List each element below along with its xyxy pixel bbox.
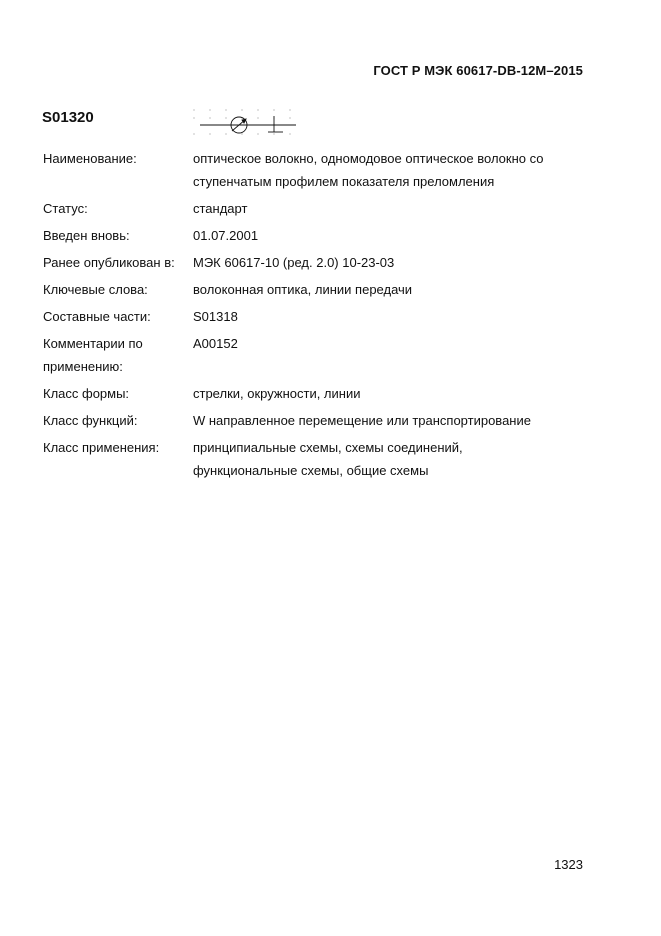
field-name-value <box>193 147 603 193</box>
field-function-class-value: W направленное перемещение или транспортирование <box>193 413 531 428</box>
field-application-notes-label <box>43 332 193 378</box>
field-application-notes <box>43 332 603 378</box>
field-introduced-value: 01.07.2001 <box>193 228 259 243</box>
document-header: ГОСТ Р МЭК 60617-DB-12M–2015 <box>373 63 583 78</box>
field-application-notes-value: A00152 <box>193 336 238 351</box>
field-name-value-line-2: ступенчатым профилем показателя преломления <box>193 174 495 189</box>
field-name-label: Наименование: <box>43 151 137 166</box>
field-previously-published-value: МЭК 60617-10 (ред. 2.0) 10-23-03 <box>193 255 395 270</box>
field-application-notes-label-line-1: Комментарии по <box>43 336 143 351</box>
field-previously-published <box>43 251 603 274</box>
field-function-class-label: Класс функций: <box>43 413 138 428</box>
field-shape-class-value: стрелки, окружности, линии <box>193 386 361 401</box>
field-application-notes-label-line-2: применению: <box>43 359 123 374</box>
field-application-class-label: Класс применения: <box>43 440 160 455</box>
field-status-value: стандарт <box>193 201 248 216</box>
optical-fiber-symbol-icon <box>186 106 298 140</box>
page-number: 1323 <box>554 857 583 872</box>
field-application-class-value <box>193 436 603 482</box>
field-name-value-line-1: оптическое волокно, одномодовое оптическое волокно со <box>193 151 544 166</box>
field-keywords <box>43 278 603 301</box>
field-keywords-label: Ключевые слова: <box>43 282 148 297</box>
field-keywords-value: волоконная оптика, линии передачи <box>193 282 413 297</box>
field-previously-published-label: Ранее опубликован в: <box>43 255 175 270</box>
field-components <box>43 305 603 328</box>
symbol-properties <box>43 147 603 486</box>
field-application-class-value-line-1: принципиальные схемы, схемы соединений, <box>193 440 463 455</box>
field-shape-class-label: Класс формы: <box>43 386 130 401</box>
field-components-value: S01318 <box>193 309 238 324</box>
symbol-drawing <box>200 116 296 133</box>
field-status <box>43 197 603 220</box>
field-shape-class <box>43 382 603 405</box>
field-introduced-label: Введен вновь: <box>43 228 130 243</box>
field-introduced <box>43 224 603 247</box>
symbol-code: S01320 <box>42 109 94 126</box>
field-application-class-value-line-2: функциональные схемы, общие схемы <box>193 463 429 478</box>
field-status-label: Статус: <box>43 201 88 216</box>
field-application-class <box>43 436 603 482</box>
field-components-label: Составные части: <box>43 309 151 324</box>
field-name <box>43 147 603 193</box>
field-function-class <box>43 409 603 432</box>
